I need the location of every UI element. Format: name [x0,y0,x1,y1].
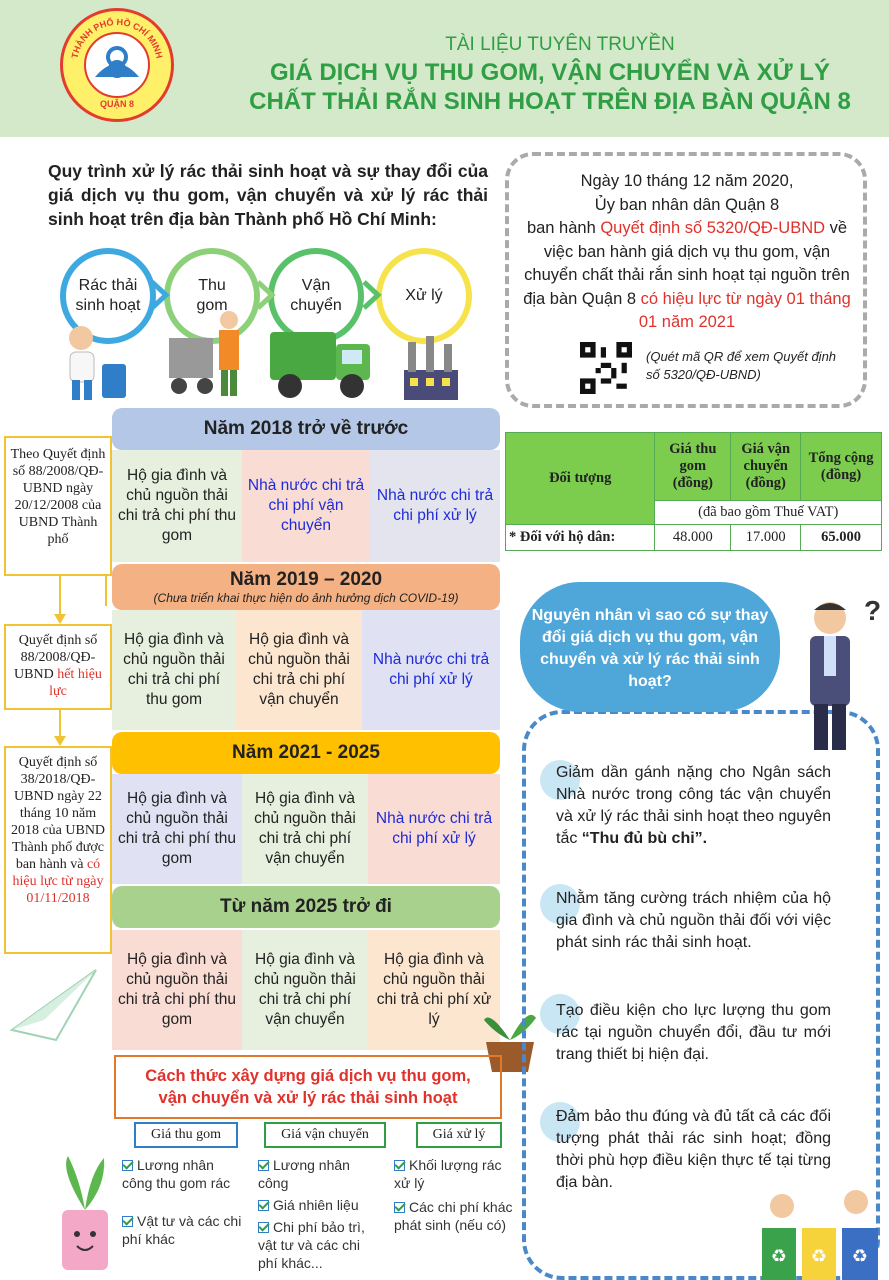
method-col-head-transport: Giá vận chuyển [264,1122,386,1148]
method-item-text: Khối lượng rác xử lý [394,1157,502,1191]
title-line-1: GIÁ DỊCH VỤ THU GOM, VẬN CHUYỂN VÀ XỬ LÝ [270,59,830,86]
method-item-text: Lương nhân công [258,1157,350,1191]
fee-header-collect: Giá thu gom (đồng) [655,433,731,501]
responsibility-cell: Hộ gia đình và chủ nguồn thải chi trả chi phí vận chuyển [236,610,362,730]
process-step-label: Xử lý [405,287,443,304]
fee-row-label: * Đối với hộ dân: [506,525,655,551]
recycling-bins-illustration [756,1186,886,1280]
arrow-right-icon [362,280,382,310]
logo-emblem-icon [63,11,171,119]
method-item [122,1156,246,1192]
period-title: Năm 2018 trở về trước [203,418,409,439]
reasons-question: Nguyên nhân vì sao có sự thay đổi giá dịch vụ thu gom, vận chuyển và xử lý rác thải sinh hoạt? [531,607,769,690]
method-item [258,1156,380,1192]
checkbox-icon [394,1202,405,1213]
fee-total-value: 65.000 [801,525,882,551]
method-col-head-treat: Giá xử lý [416,1122,502,1148]
method-item-text: Vật tư và các chi phí khác [122,1213,242,1247]
title-line-2: CHẤT THẢI RẮN SINH HOẠT TRÊN ĐỊA BÀN QUẬN 8 [249,88,851,115]
side-note-status: hết hiệu lực [49,667,102,699]
process-step-label: Rác thải sinh hoạt [75,277,141,314]
decision-date: Ngày 10 tháng 12 năm 2020, [580,172,794,190]
child-recycling-illustration [56,322,131,402]
process-step-label: Thu gom [196,277,228,314]
checkbox-icon [122,1160,133,1171]
logo-text-bottom: QUẬN 8 [99,99,135,109]
responsibility-cell: Hộ gia đình và chủ nguồn thải chi trả chi phí thu gom [112,450,242,562]
fee-vat-note: (đã bao gồm Thuế VAT) [655,501,882,525]
arrow-down-icon [52,576,68,624]
decision-issuer: Ủy ban nhân dân Quận 8 [594,195,780,214]
pricing-method-title [114,1055,502,1119]
method-item [258,1218,380,1272]
method-item [394,1156,514,1192]
page-title [210,58,889,116]
period-title: Năm 2019 – 2020 [229,569,383,590]
decision-effective-date: có hiệu lực từ ngày 01 tháng 01 năm 2021 [638,289,851,331]
responsibility-cell: Hộ gia đình và chủ nguồn thải chi trả chi phí xử lý [368,930,500,1050]
checkbox-icon [394,1160,405,1171]
responsibility-cell: Nhà nước chi trả chi phí xử lý [362,610,500,730]
side-note-2 [4,624,112,710]
method-item-text: Giá nhiên liệu [273,1197,359,1213]
svg-text:♻: ♻ [810,1246,828,1267]
reason-text: Giảm dần gánh nặng cho Ngân sách Nhà nước trong công tác vận chuyển và xử lý rác thải sinh hoạt theo nguyên tắc [556,764,831,847]
responsibility-cell: Nhà nước chi trả chi phí vận chuyển [242,450,370,562]
plant-pot-illustration [50,1150,120,1278]
thinking-man-illustration [788,596,884,752]
period-band-2019 [112,564,500,610]
checkbox-icon [258,1160,269,1171]
period-title: Năm 2021 - 2025 [232,742,380,763]
checkbox-icon [258,1222,269,1233]
reason-item [556,762,831,850]
waste-collector-illustration [165,308,245,400]
arrow-right-icon [256,280,276,310]
method-col-head-collect: Giá thu gom [134,1122,238,1148]
responsibility-cell: Nhà nước chi trả chi phí xử lý [368,774,500,884]
reason-emphasis: “Thu đủ bù chi”. [581,830,708,847]
svg-text:♻: ♻ [851,1246,869,1267]
responsibility-cell: Hộ gia đình và chủ nguồn thải chi trả chi phí vận chuyển [242,930,368,1050]
period-note: (Chưa triển khai thực hiện do ảnh hưởng dịch COVID-19) [153,591,459,605]
checkbox-icon [122,1216,133,1227]
arrow-right-icon [150,280,170,310]
side-note-text: Quyết định số 88/2008/QĐ-UBND [14,633,98,682]
fee-table [505,432,882,551]
responsibility-cell: Hộ gia đình và chủ nguồn thải chi trả chi phí thu gom [112,610,236,730]
checkbox-icon [258,1200,269,1211]
method-item-text: Chi phí bảo trì, vật tư và các chi phí khác... [258,1219,365,1271]
method-item [258,1196,380,1214]
method-item [394,1198,514,1234]
period-band-2021 [112,732,500,774]
svg-text:?: ? [864,596,882,626]
logo-text-top: THÀNH PHỐ HỒ CHÍ MINH [69,16,165,60]
method-item-text: Lương nhân công thu gom rác [122,1157,231,1191]
intro-text: Quy trình xử lý rác thải sinh hoạt và sự thay đổi của giá dịch vụ thu gom, vận chuyển và xử lý rác thải sinh hoạt trên địa bàn Thành phố Hồ Chí Minh: [48,161,488,229]
document-kicker: TÀI LIỆU TUYÊN TRUYỀN [445,34,675,55]
district-logo [60,8,174,122]
qr-note: (Quét mã QR để xem Quyết định số 5320/QĐ-UBND) [646,349,837,382]
decision-notice-text [522,170,852,335]
period-title: Từ năm 2025 trở đi [220,896,392,917]
fee-transport-value: 17.000 [731,525,801,551]
side-note-status: có hiệu lực từ ngày 01/11/2018 [12,857,104,906]
fee-header-subject: Đối tượng [506,433,655,525]
method-title-line-2: vận chuyển và xử lý rác thải sinh hoạt [158,1089,458,1107]
responsibility-cell: Hộ gia đình và chủ nguồn thải chi trả chi phí thu gom [112,930,242,1050]
responsibility-cell: Hộ gia đình và chủ nguồn thải chi trả chi phí vận chuyển [242,774,368,884]
arrow-down-icon [52,710,68,746]
responsibility-cell: Hộ gia đình và chủ nguồn thải chi trả chi phí thu gom [112,774,242,884]
garbage-truck-illustration [268,322,373,402]
side-note-3 [4,746,112,954]
method-title-line-1: Cách thức xây dựng giá dịch vụ thu gom, [145,1067,471,1085]
svg-text:♻: ♻ [770,1246,788,1267]
side-note-text: Quyết định số 38/2018/QĐ-UBND ngày 22 tháng 10 năm 2018 của UBND Thành phố được ban hành và [10,755,106,872]
fee-header-total: Tổng cộng (đồng) [801,433,882,501]
fee-collect-value: 48.000 [655,525,731,551]
reason-item: Nhằm tăng cường trách nhiệm của hộ gia đình và chủ nguồn thải đối với việc phát sinh rác thải sinh hoạt. [556,890,831,951]
method-item [122,1212,246,1248]
period-band-2018 [112,408,500,450]
decision-body [522,217,852,335]
qr-code-icon[interactable] [580,342,632,394]
reason-item: Đảm bảo thu đúng và đủ tất cả các đối tượng phát thải rác sinh hoạt; đồng thời phù hợp điều kiện thực tế tại từng địa bàn. [556,1108,831,1191]
decision-body-text: về việc ban hành giá dịch vụ thu gom, vận chuyển chất thải rắn sinh hoạt tại nguồn trên địa bàn Quận 8 [523,219,850,308]
method-item-text: Các chi phí khác phát sinh (nếu có) [394,1199,513,1233]
treatment-plant-illustration [398,322,464,402]
paper-plane-illustration [4,960,104,1050]
decision-number: Quyết định số 5320/QĐ-UBND [600,219,826,237]
reason-item: Tạo điều kiện cho lực lượng thu gom rác tại nguồn chuyển đổi, đầu tư mới trang thiết bị hiện đại. [556,1002,831,1063]
process-step-label: Vận chuyển [290,277,342,314]
fee-header-transport: Giá vận chuyển (đồng) [731,433,801,501]
responsibility-cell: Nhà nước chi trả chi phí xử lý [370,450,500,562]
side-note-1: Theo Quyết định số 88/2008/QĐ-UBND ngày 20/12/2008 của UBND Thành phố [4,436,112,576]
decision-body-text: ban hành [526,219,601,237]
period-band-2025 [112,886,500,928]
